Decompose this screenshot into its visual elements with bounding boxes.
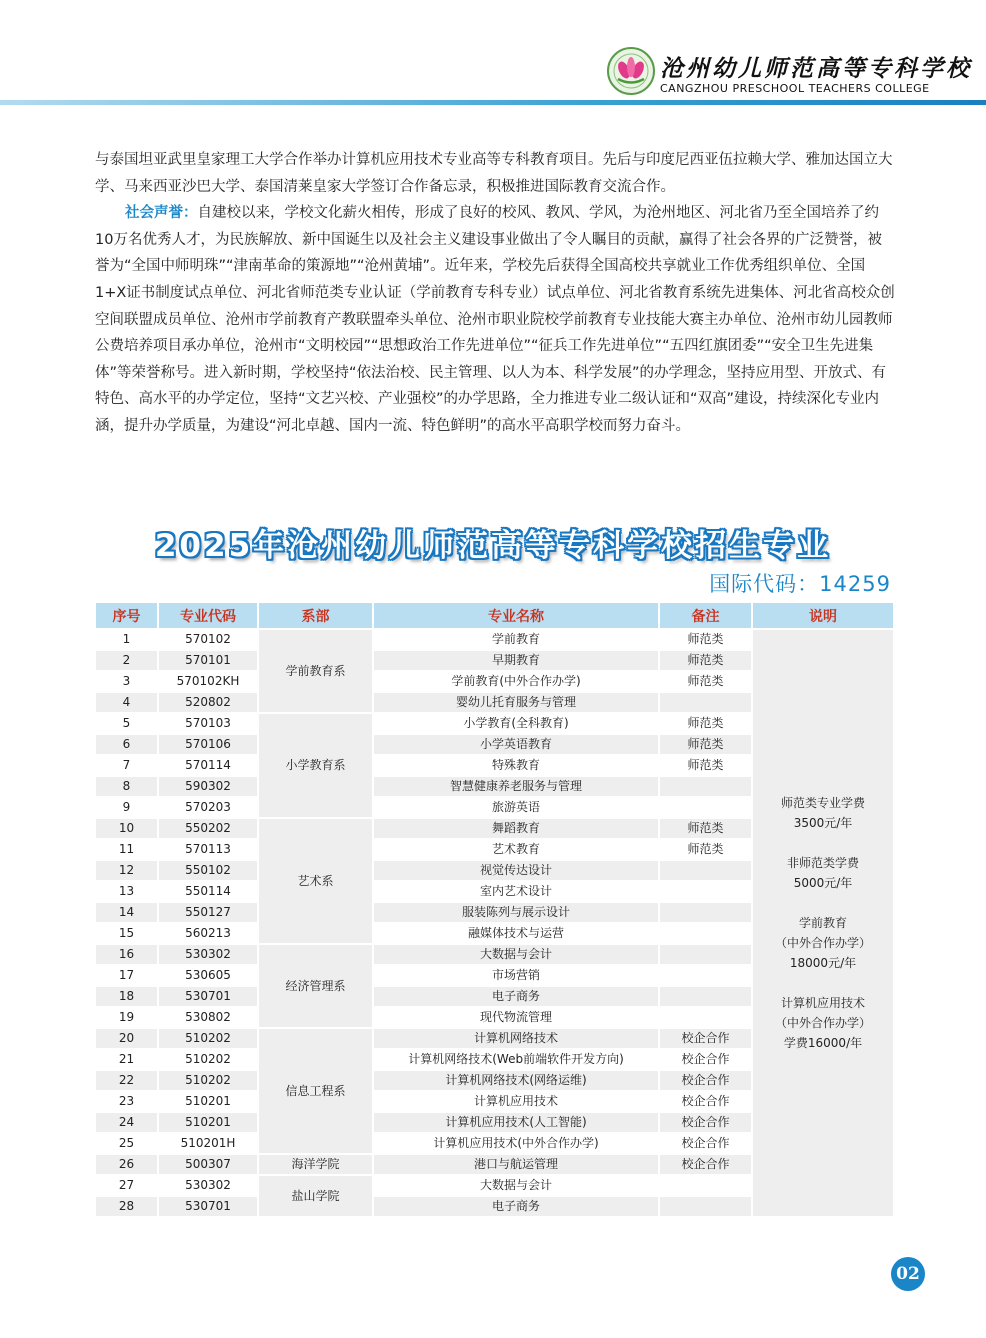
cell-remark — [659, 965, 752, 986]
cell-major-name: 小学教育(全科教育) — [373, 713, 659, 734]
cell-major-name: 舞蹈教育 — [373, 818, 659, 839]
cell-remark: 校企合作 — [659, 1112, 752, 1133]
page-number: 02 — [891, 1257, 925, 1291]
cell-major-name: 计算机网络技术(Web前端软件开发方向) — [373, 1049, 659, 1070]
cell-seq: 11 — [95, 839, 158, 860]
cell-remark: 师范类 — [659, 755, 752, 776]
majors-table — [94, 601, 895, 1218]
cell-remark: 校企合作 — [659, 1070, 752, 1091]
note-block: 非师范类学费 5000元/年 — [786, 856, 859, 890]
cell-code: 510201 — [158, 1112, 258, 1133]
cell-code: 530605 — [158, 965, 258, 986]
reputation-label: 社会声誉： — [125, 205, 198, 222]
cell-code: 550102 — [158, 860, 258, 881]
cell-code: 570114 — [158, 755, 258, 776]
cell-seq: 16 — [95, 944, 158, 965]
school-name-en: CANGZHOU PRESCHOOL TEACHERS COLLEGE — [660, 82, 930, 95]
intro-paragraph: 与泰国坦亚武里皇家理工大学合作举办计算机应用技术专业高等专科教育项目。先后与印度尼西亚伍拉赖大学、雅加达国立大学、马来西亚沙巴大学、泰国清莱皇家大学签订合作备忘录，积极推进国际教育交流合作。 — [95, 152, 893, 195]
reputation-paragraph — [95, 200, 895, 439]
cell-major-name: 旅游英语 — [373, 797, 659, 818]
cell-code: 510202 — [158, 1028, 258, 1049]
cell-seq: 9 — [95, 797, 158, 818]
cell-seq: 19 — [95, 1007, 158, 1028]
page-header — [0, 0, 986, 110]
cell-seq: 28 — [95, 1196, 158, 1217]
school-logo-icon — [606, 46, 656, 96]
cell-major-name: 计算机应用技术(中外合作办学) — [373, 1133, 659, 1154]
reputation-text: 自建校以来，学校文化薪火相传，形成了良好的校风、教风、学风，为沧州地区、河北省乃至全国培养了约10万名优秀人才，为民族解放、新中国诞生以及社会主义建设事业做出了令人瞩目的贡献，赢得了社会各界的广泛赞誉，被誉为“全国中师明珠”“津南革命的策源地”“沧州黄埔”。近年来，学校先后获得全国高校共享就业工作优秀组织单位、全国1+X证书制度试点单位、河北省师范类专业认证（学前教育专科专业）试点单位、河北省教育系统先进集体、河北省高校众创空间联盟成员单位、沧州市学前教育产教联盟牵头单位、沧州市职业院校学前教育专业技能大赛主办单位、沧州市幼儿园教师公费培养项目承办单位，沧州市“文明校园”“思想政治工作先进单位”“征兵工作先进单位”“五四红旗团委”“安全卫生先进集体”等荣誉称号。进入新时期，学校坚持“依法治校、民主管理、以人为本、科学发展”的办学理念，坚持应用型、开放式、有特色、高水平的办学定位，坚持“文艺兴校、产业强校”的办学思路，全力推进专业二级认证和“双高”建设，持续深化专业内涵，提升办学质量，为建设“河北卓越、国内一流、特色鲜明”的高水平高职学校而努力奋斗。 — [95, 205, 895, 434]
cell-code: 550114 — [158, 881, 258, 902]
cell-major-name: 市场营销 — [373, 965, 659, 986]
cell-code: 530302 — [158, 944, 258, 965]
header-major-name: 专业名称 — [373, 602, 659, 629]
table-header-row — [95, 602, 894, 629]
cell-remark — [659, 860, 752, 881]
cell-remark — [659, 797, 752, 818]
cell-remark — [659, 692, 752, 713]
cell-code: 530701 — [158, 1196, 258, 1217]
cell-seq: 8 — [95, 776, 158, 797]
cell-remark — [659, 1196, 752, 1217]
cell-remark — [659, 902, 752, 923]
cell-major-name: 计算机网络技术 — [373, 1028, 659, 1049]
cell-code: 530802 — [158, 1007, 258, 1028]
header-code: 专业代码 — [158, 602, 258, 629]
cell-seq: 27 — [95, 1175, 158, 1196]
cell-major-name: 特殊教育 — [373, 755, 659, 776]
header-seq: 序号 — [95, 602, 158, 629]
cell-seq: 12 — [95, 860, 158, 881]
cell-major-name: 学前教育(中外合作办学) — [373, 671, 659, 692]
cell-remark: 师范类 — [659, 734, 752, 755]
cell-remark: 师范类 — [659, 650, 752, 671]
cell-remark: 师范类 — [659, 671, 752, 692]
cell-remark: 师范类 — [659, 629, 752, 650]
cell-seq: 22 — [95, 1070, 158, 1091]
international-code: 国际代码：14259 — [709, 572, 891, 596]
note-block: 学前教育 （中外合作办学） 18000元/年 — [774, 916, 871, 970]
cell-seq: 10 — [95, 818, 158, 839]
cell-code: 530302 — [158, 1175, 258, 1196]
cell-seq: 2 — [95, 650, 158, 671]
cell-remark: 校企合作 — [659, 1049, 752, 1070]
cell-seq: 14 — [95, 902, 158, 923]
cell-remark: 师范类 — [659, 713, 752, 734]
cell-dept: 盐山学院 — [258, 1175, 373, 1217]
cell-remark — [659, 923, 752, 944]
cell-major-name: 计算机网络技术(网络运维) — [373, 1070, 659, 1091]
cell-code: 570113 — [158, 839, 258, 860]
cell-dept: 艺术系 — [258, 818, 373, 944]
cell-seq: 4 — [95, 692, 158, 713]
cell-remark: 师范类 — [659, 839, 752, 860]
cell-seq: 20 — [95, 1028, 158, 1049]
cell-code: 560213 — [158, 923, 258, 944]
cell-major-name: 大数据与会计 — [373, 1175, 659, 1196]
cell-remark — [659, 1175, 752, 1196]
cell-seq: 3 — [95, 671, 158, 692]
cell-major-name: 电子商务 — [373, 1196, 659, 1217]
cell-remark — [659, 776, 752, 797]
cell-seq: 13 — [95, 881, 158, 902]
cell-major-name: 早期教育 — [373, 650, 659, 671]
cell-dept: 海洋学院 — [258, 1154, 373, 1175]
cell-code: 510201 — [158, 1091, 258, 1112]
cell-major-name: 电子商务 — [373, 986, 659, 1007]
cell-remark — [659, 881, 752, 902]
cell-code: 530701 — [158, 986, 258, 1007]
cell-remark: 校企合作 — [659, 1091, 752, 1112]
cell-major-name: 融媒体技术与运营 — [373, 923, 659, 944]
cell-code: 510202 — [158, 1070, 258, 1091]
table-row — [95, 629, 894, 650]
school-name-cn: 沧州幼儿师范高等专科学校 — [660, 55, 972, 82]
header-remark: 备注 — [659, 602, 752, 629]
cell-seq: 6 — [95, 734, 158, 755]
header-divider — [0, 100, 986, 105]
cell-dept: 信息工程系 — [258, 1028, 373, 1154]
cell-seq: 17 — [95, 965, 158, 986]
cell-code: 590302 — [158, 776, 258, 797]
cell-code: 510202 — [158, 1049, 258, 1070]
cell-dept: 经济管理系 — [258, 944, 373, 1028]
cell-seq: 26 — [95, 1154, 158, 1175]
cell-code: 500307 — [158, 1154, 258, 1175]
cell-major-name: 现代物流管理 — [373, 1007, 659, 1028]
cell-seq: 1 — [95, 629, 158, 650]
cell-code: 550127 — [158, 902, 258, 923]
cell-major-name: 智慧健康养老服务与管理 — [373, 776, 659, 797]
cell-major-name: 婴幼儿托育服务与管理 — [373, 692, 659, 713]
cell-dept: 小学教育系 — [258, 713, 373, 818]
cell-code: 510201H — [158, 1133, 258, 1154]
cell-seq: 21 — [95, 1049, 158, 1070]
cell-code: 570106 — [158, 734, 258, 755]
cell-major-name: 计算机应用技术 — [373, 1091, 659, 1112]
cell-remark: 校企合作 — [659, 1028, 752, 1049]
cell-code: 520802 — [158, 692, 258, 713]
cell-major-name: 计算机应用技术(人工智能) — [373, 1112, 659, 1133]
cell-code: 550202 — [158, 818, 258, 839]
cell-major-name: 室内艺术设计 — [373, 881, 659, 902]
cell-seq: 7 — [95, 755, 158, 776]
cell-major-name: 学前教育 — [373, 629, 659, 650]
cell-remark: 校企合作 — [659, 1154, 752, 1175]
cell-seq: 25 — [95, 1133, 158, 1154]
cell-seq: 23 — [95, 1091, 158, 1112]
cell-major-name: 港口与航运管理 — [373, 1154, 659, 1175]
cell-code: 570203 — [158, 797, 258, 818]
cell-seq: 15 — [95, 923, 158, 944]
header-dept: 系部 — [258, 602, 373, 629]
cell-remark — [659, 1007, 752, 1028]
header-note: 说明 — [752, 602, 894, 629]
cell-remark: 师范类 — [659, 818, 752, 839]
cell-code: 570101 — [158, 650, 258, 671]
cell-remark: 校企合作 — [659, 1133, 752, 1154]
cell-major-name: 视觉传达设计 — [373, 860, 659, 881]
cell-remark — [659, 944, 752, 965]
note-block: 师范类专业学费 3500元/年 — [780, 796, 865, 830]
cell-seq: 18 — [95, 986, 158, 1007]
cell-major-name: 服装陈列与展示设计 — [373, 902, 659, 923]
cell-seq: 24 — [95, 1112, 158, 1133]
cell-note — [752, 629, 894, 1217]
cell-remark — [659, 986, 752, 1007]
note-block: 计算机应用技术 （中外合作办学） 学费16000/年 — [774, 996, 871, 1050]
cell-major-name: 艺术教育 — [373, 839, 659, 860]
table-title: 2025年沧州幼儿师范高等专科学校招生专业 — [154, 528, 832, 564]
cell-code: 570102 — [158, 629, 258, 650]
cell-dept: 学前教育系 — [258, 629, 373, 713]
cell-code: 570103 — [158, 713, 258, 734]
cell-code: 570102KH — [158, 671, 258, 692]
intro-text — [95, 147, 895, 440]
cell-major-name: 大数据与会计 — [373, 944, 659, 965]
cell-major-name: 小学英语教育 — [373, 734, 659, 755]
cell-seq: 5 — [95, 713, 158, 734]
